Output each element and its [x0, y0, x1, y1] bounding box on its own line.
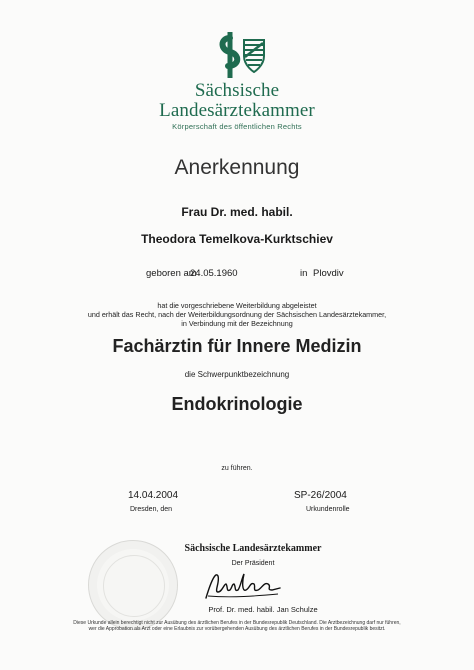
landesaerztekammer-logo-icon — [214, 30, 268, 82]
signature-org: Sächsische Landesärztekammer — [184, 543, 322, 554]
person-title: Frau Dr. med. habil. — [181, 205, 293, 219]
certificate-text-line2: und erhält das Recht, nach der Weiterbildungsordnung der Sächsischen Landesärztekammer, — [87, 310, 387, 319]
signature-name: Prof. Dr. med. habil. Jan Schulze — [208, 605, 318, 614]
born-label: geboren am — [146, 268, 197, 279]
certificate-text-line1: hat die vorgeschriebene Weiterbildung abgeleistet — [157, 301, 317, 310]
record-number: SP-26/2004 — [294, 490, 347, 501]
org-subtitle: Körperschaft des öffentlichen Rechts — [172, 122, 302, 131]
org-name-line1: Sächsische — [194, 80, 280, 101]
certificate-text-line3: in Verbindung mit der Bezeichnung — [181, 319, 293, 328]
born-date: 24.05.1960 — [190, 268, 238, 279]
signature-role: Der Präsident — [231, 560, 275, 567]
person-name: Theodora Temelkova-Kurktschiev — [141, 232, 333, 246]
embossed-seal — [88, 540, 178, 630]
issue-date-label: Dresden, den — [130, 506, 173, 513]
seal-inner-ring — [103, 555, 165, 617]
subspecialty: Endokrinologie — [171, 394, 303, 414]
subspecialty-label: die Schwerpunktbezeichnung — [184, 370, 290, 379]
certificate-title: Anerkennung — [174, 156, 300, 179]
footer-line2: wer die Approbation als Arzt oder eine Erlaubnis zur vorübergehenden Ausübung des ärztlichen Berufes in der Bundesrepublik besitzt. — [88, 626, 386, 633]
issue-date: 14.04.2004 — [128, 490, 179, 501]
born-place: Plovdiv — [313, 268, 344, 279]
org-name-line2: Landesärztekammer — [159, 100, 315, 121]
record-number-label: Urkundenrolle — [306, 506, 350, 513]
handwritten-signature — [202, 568, 282, 602]
footer-disclaimer — [40, 620, 434, 633]
closing-text: zu führen. — [221, 465, 253, 472]
footer-line1: Diese Urkunde allein berechtigt nicht zur Ausübung des ärztlichen Berufes in der Bundesrepublik Deutschland. Die Arztbezeichnung darf nur führen, — [73, 620, 401, 626]
born-in-label: in — [300, 268, 308, 279]
specialty: Fachärztin für Innere Medizin — [112, 336, 362, 356]
